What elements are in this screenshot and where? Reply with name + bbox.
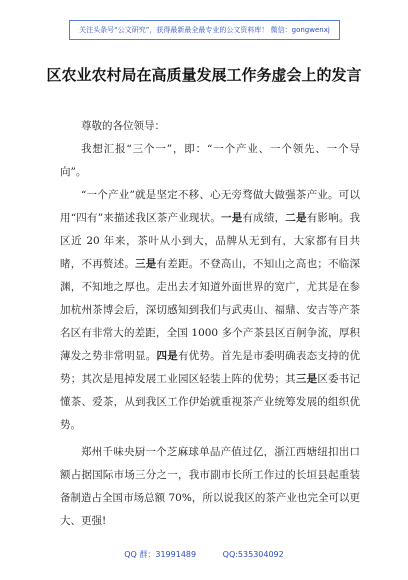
salutation: 尊敬的各位领导： [81, 120, 165, 132]
p2-text-c: 有成绩， [242, 212, 286, 224]
p2-text-d: 有影响。我区近 20 年来，茶叶从小到大，品牌从无到有，大家都有目共睹，不再赘述。 [60, 212, 361, 270]
p2-marker-4: 四是 [156, 350, 178, 362]
p2-text-g: 区委书记懂茶、爱茶，从到我区工作伊始就重视茶产业统筹发展的组织优势。 [60, 373, 361, 431]
footer-contact [0, 549, 408, 560]
p2-marker-2: 二是 [285, 212, 307, 224]
paragraph-2 [60, 184, 360, 437]
p2-marker-1: 一是 [221, 212, 243, 224]
footer-qq: QQ:535304092 [222, 550, 284, 559]
document-title: 区农业农村局在高质量发展工作务虚会上的发言 [46, 66, 362, 84]
p2-marker-3: 三是 [135, 258, 157, 270]
paragraph-1: 我想汇报“三个一”，即：“一个产业、一个领先、一个导向”。 [60, 143, 360, 178]
footer-qq-group: QQ 群：31991489 [124, 550, 197, 559]
p2-marker-5: 三是 [295, 373, 318, 385]
p2-text-f: 有优势。首先是市委明确表态支持的优势；其次是甩掉发展工业园区轻装上阵的优势；其 [60, 350, 361, 385]
paragraph-3: 郑州千味央厨一个芝麻球单品产值过亿，浙江西塘纽扣出口额占据国际市场三分之一，我市副市长所工作过的长垣县起重装备制造占全国市场总额 70%，所以说我区的茶产业也完全可以更大、更强! [60, 446, 360, 527]
p2-text-a: “一个产业”就是坚定不移、心无旁骛做大做强茶产业。可以用“四有”来描述我区茶产业现状。 [60, 189, 360, 224]
header-banner: 关注头条号“公文研究”，获得最新最全最专业的公文资料库！ 微信：gongwenxj [69, 20, 340, 40]
p2-text-e: 有差距。不登高山，不知山之高也；不临深渊，不知地之厚也。走出去才知道外面世界的宽广，尤其是在参加杭州茶博会后，深切感知到我们与武夷山、福鼎、安吉等产茶名区有非常大的差距，全国 1000 多个产茶县区百舸争流，厚积薄发之势非常明显。 [60, 258, 361, 362]
document-body [60, 115, 360, 533]
